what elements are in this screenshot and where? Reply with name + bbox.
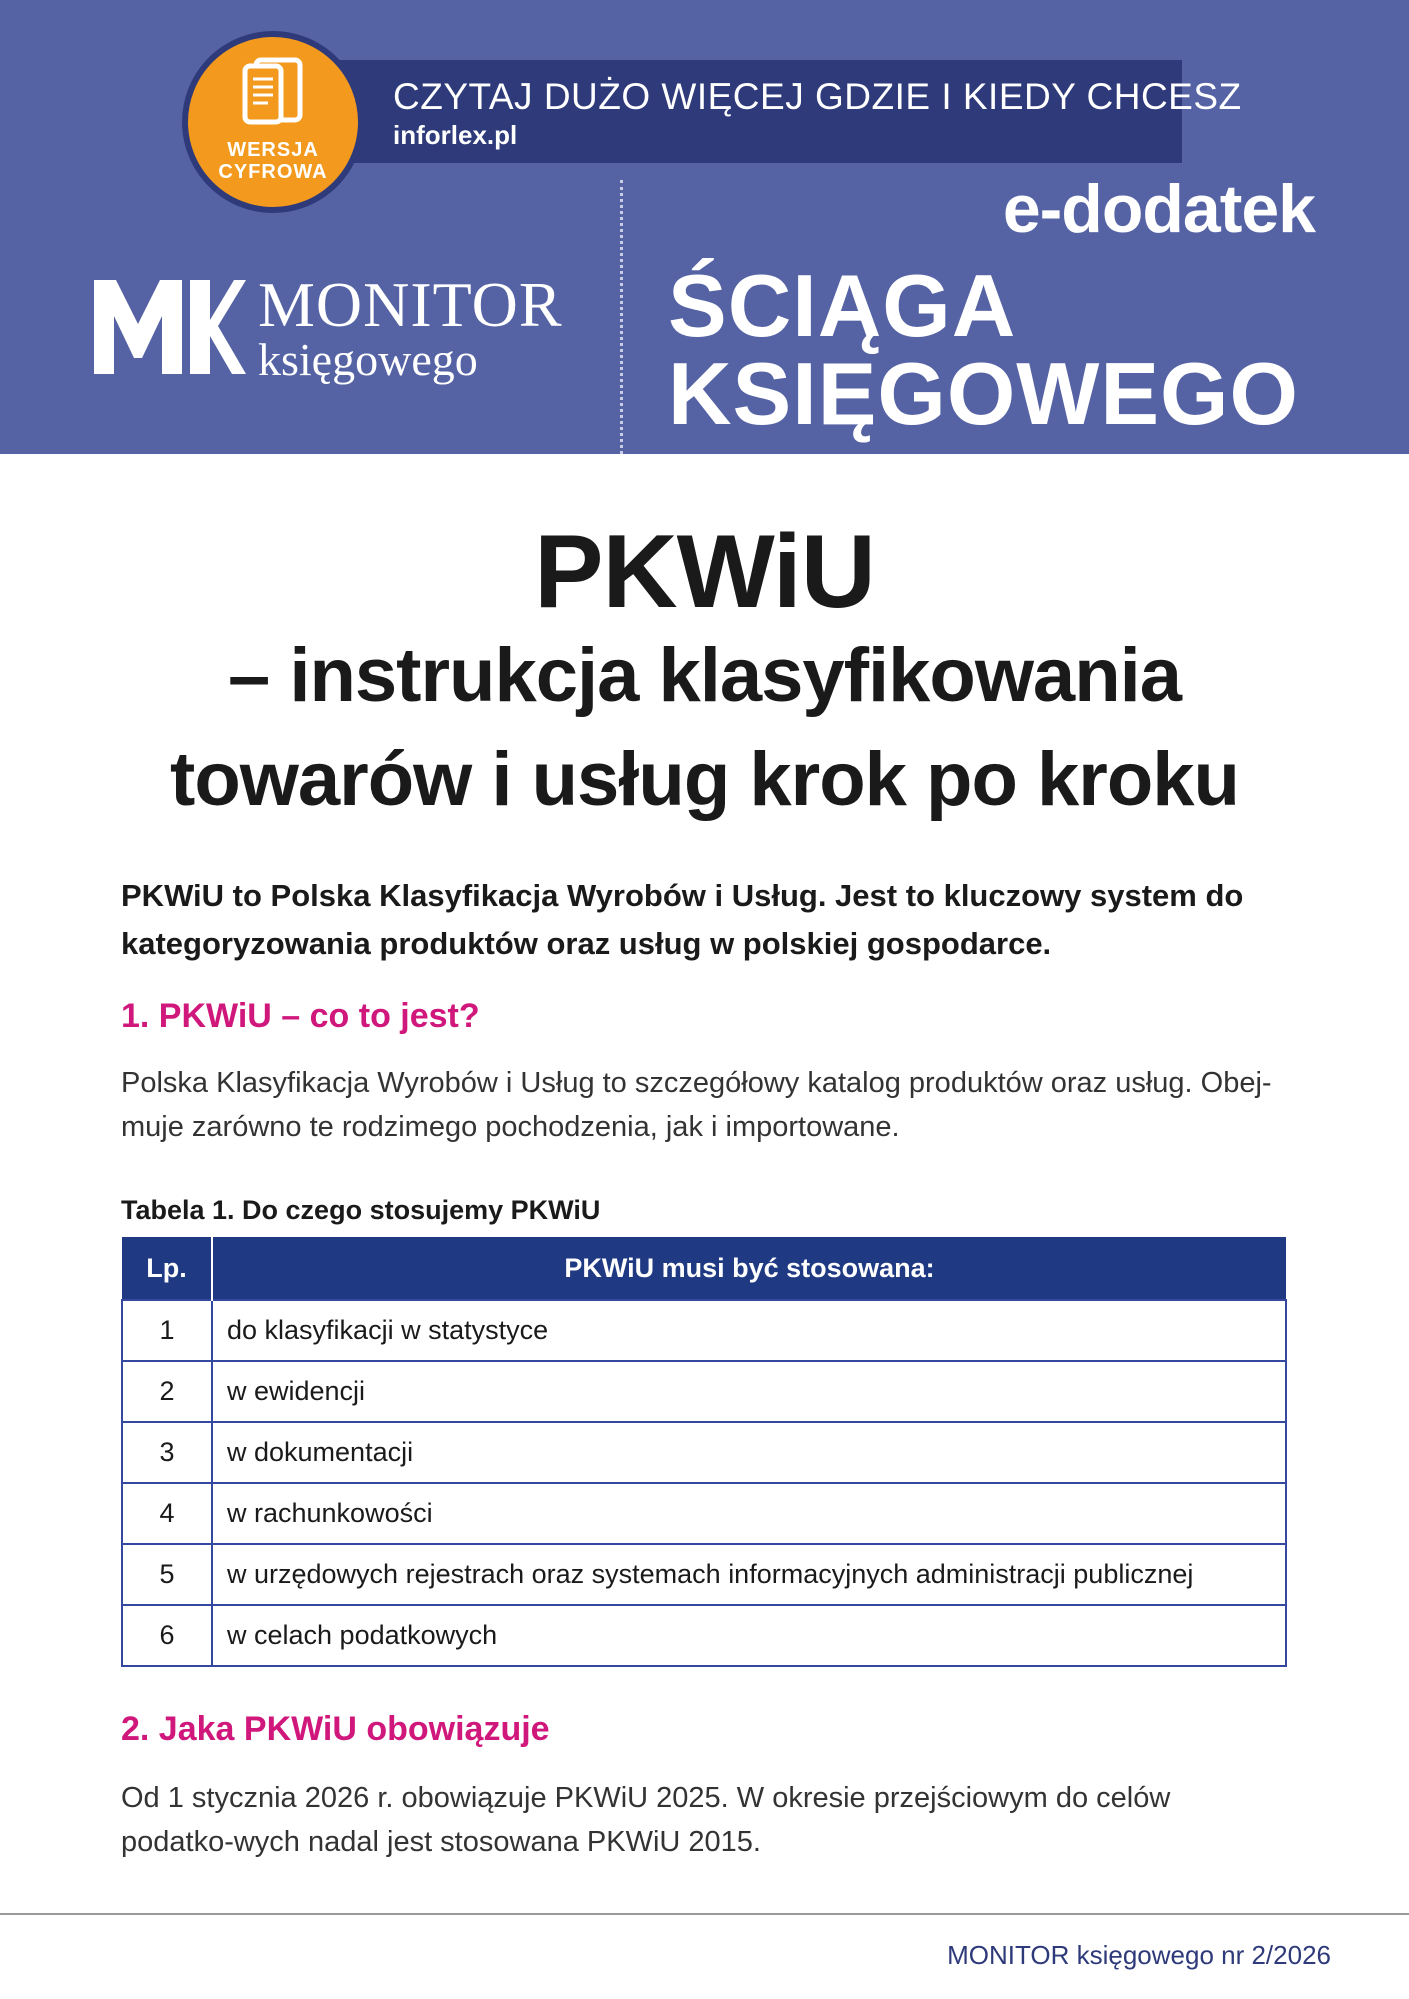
table-row <box>122 1361 1286 1422</box>
mk-logo-icon <box>94 280 246 381</box>
table-row <box>122 1422 1286 1483</box>
article-subtitle-line2: towarów i usług krok po kroku <box>170 737 1239 822</box>
table-cell-usage: w rachunkowości <box>212 1483 1286 1544</box>
table-header-usage: PKWiU musi być stosowana: <box>212 1237 1286 1300</box>
publication-title-line2: KSIĘGOWEGO <box>668 344 1299 443</box>
table-cell-usage: w ewidencji <box>212 1361 1286 1422</box>
table-cell-lp: 1 <box>122 1300 212 1361</box>
digital-version-badge <box>182 31 364 213</box>
promo-url-link[interactable]: inforlex.pl <box>393 120 518 150</box>
table-cell-lp: 6 <box>122 1605 212 1666</box>
table-cell-lp: 3 <box>122 1422 212 1483</box>
table-header-lp: Lp. <box>122 1237 212 1300</box>
footer-issue-label: MONITOR księgowego nr 2/2026 <box>947 1940 1331 1970</box>
footer-divider <box>0 1913 1409 1915</box>
section2-heading: 2. Jaka PKWiU obowiązuje <box>121 1710 550 1748</box>
promo-text: CZYTAJ DUŻO WIĘCEJ GDZIE I KIEDY CHCESZ <box>393 76 1242 117</box>
section1-paragraph: Polska Klasyfikacja Wyrobów i Usług to szczegółowy katalog produktów oraz usług. Obej-muje zarówno te rodzimego pochodzenia, jak i importowane. <box>121 1067 1272 1143</box>
table-cell-usage: w urzędowych rejestrach oraz systemach informacyjnych administracji publicznej <box>212 1544 1286 1605</box>
table-header-row <box>122 1237 1286 1300</box>
table-row <box>122 1605 1286 1666</box>
table-row <box>122 1300 1286 1361</box>
article-subtitle-line1: – instrukcja klasyfikowania <box>227 633 1182 718</box>
section1-heading: 1. PKWiU – co to jest? <box>121 997 480 1035</box>
table-cell-usage: w celach podatkowych <box>212 1605 1286 1666</box>
publication-title <box>668 256 1299 443</box>
badge-label-line1: WERSJA <box>227 139 319 161</box>
section2-paragraph: Od 1 stycznia 2026 r. obowiązuje PKWiU 2025. W okresie przejściowym do celów podatko-wych nadal jest stosowana PKWiU 2015. <box>121 1782 1171 1858</box>
table-cell-lp: 2 <box>122 1361 212 1422</box>
usage-table <box>121 1237 1287 1667</box>
article-title: PKWiU <box>534 514 875 630</box>
table-cell-lp: 4 <box>122 1483 212 1544</box>
table-cell-usage: w dokumentacji <box>212 1422 1286 1483</box>
logo-monitor-text: MONITOR <box>258 269 563 340</box>
logo-ksiegowego-text: księgowego <box>258 334 478 385</box>
badge-label-line2: CYFROWA <box>218 161 328 183</box>
table-caption: Tabela 1. Do czego stosujemy PKWiU <box>121 1195 601 1225</box>
table-row <box>122 1483 1286 1544</box>
table-row <box>122 1544 1286 1605</box>
e-dodatek-label: e-dodatek <box>1002 171 1315 247</box>
tablet-document-icon <box>242 57 304 132</box>
publication-title-line1: ŚCIĄGA <box>668 256 1017 355</box>
lead-paragraph: PKWiU to Polska Klasyfikacja Wyrobów i Usług. Jest to kluczowy system do kategoryzowania produktów oraz usług w polskiej gospodarce. <box>121 878 1244 961</box>
header-divider <box>620 180 623 454</box>
table-cell-usage: do klasyfikacji w statystyce <box>212 1300 1286 1361</box>
table-cell-lp: 5 <box>122 1544 212 1605</box>
article-title-block <box>0 514 1409 832</box>
